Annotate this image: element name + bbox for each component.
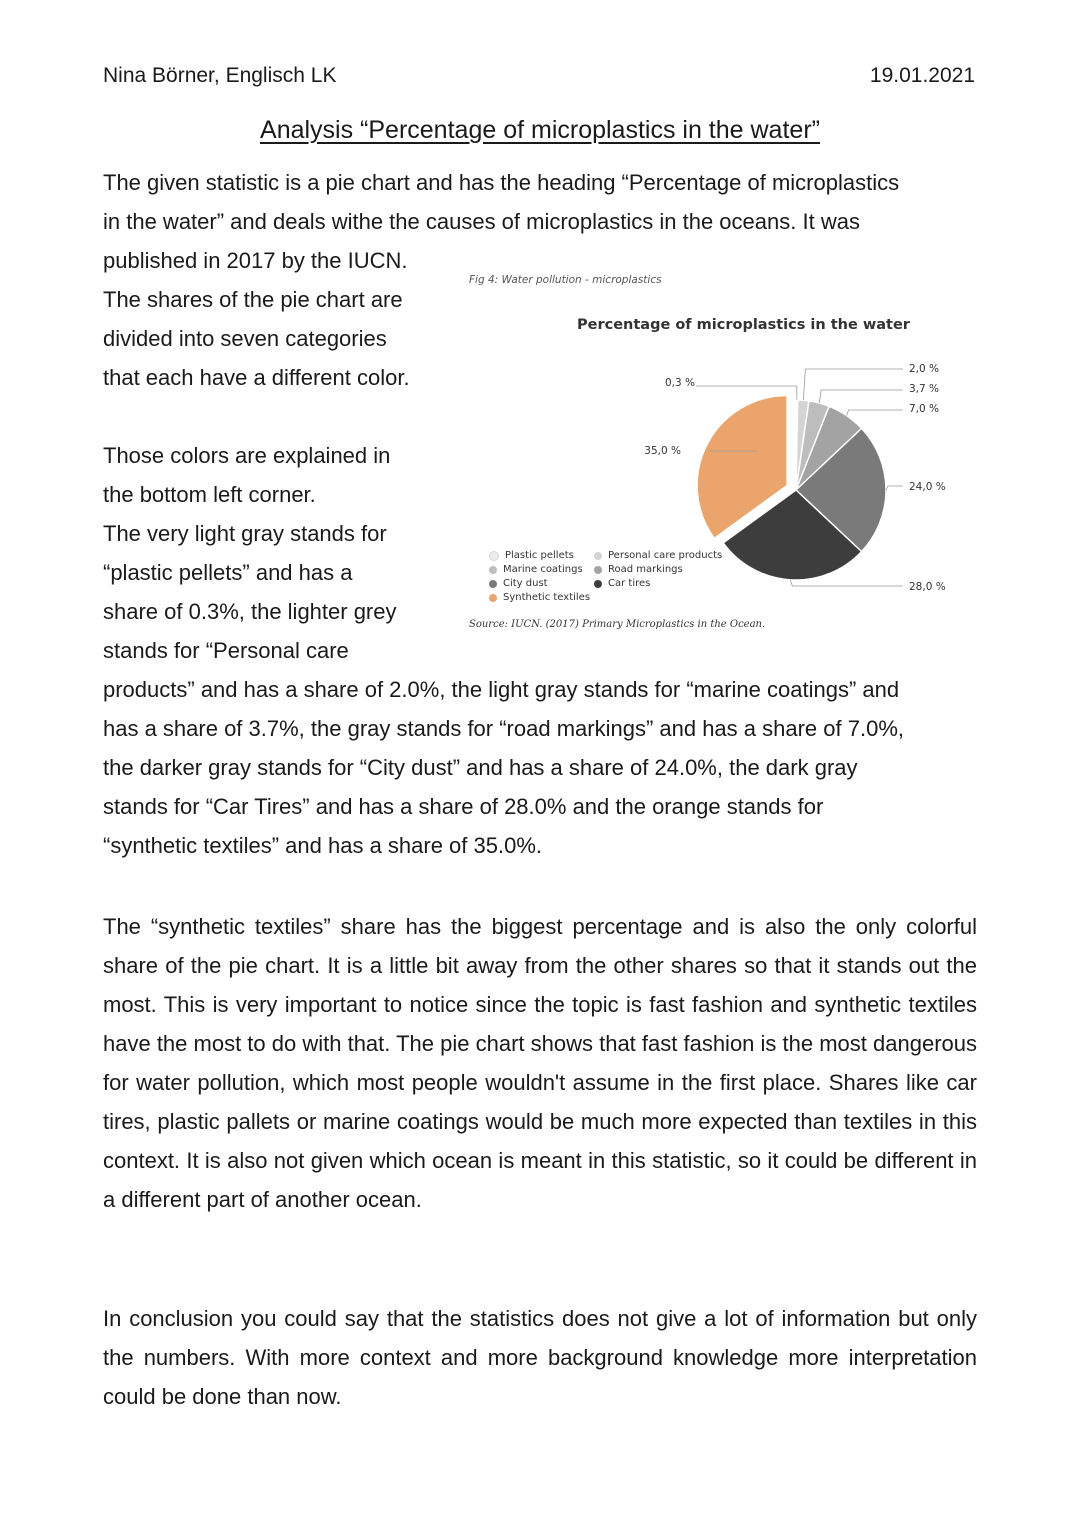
legend-swatch bbox=[489, 580, 497, 588]
slice-label: 7,0 % bbox=[909, 403, 940, 415]
slice-label: 24,0 % bbox=[909, 481, 946, 493]
pie-chart-figure bbox=[463, 268, 983, 638]
date-header: 19.01.2021 bbox=[869, 64, 975, 87]
text-line: stands for “Personal care bbox=[103, 638, 349, 663]
legend-swatch bbox=[594, 580, 602, 588]
legend-label: Plastic pellets bbox=[505, 550, 574, 561]
page-title: Analysis “Percentage of microplastics in the water” bbox=[260, 116, 820, 144]
legend-item bbox=[594, 578, 650, 589]
paragraph-conclusion: In conclusion you could say that the statistics does not give a lot of information but only the numbers. With more context and more background knowledge more interpretation could be done than now. bbox=[103, 1306, 977, 1409]
text-line: published in 2017 by the IUCN. bbox=[103, 248, 408, 273]
text-line: products” and has a share of 2.0%, the light gray stands for “marine coatings” and bbox=[103, 677, 900, 702]
figure-source: Source: IUCN. (2017) Primary Microplastics in the Ocean. bbox=[469, 619, 766, 630]
chart-title: Percentage of microplastics in the water bbox=[577, 317, 910, 333]
text-line: “plastic pellets” and has a bbox=[103, 560, 353, 585]
text-line: the bottom left corner. bbox=[103, 482, 316, 507]
text-line: The shares of the pie chart are bbox=[103, 287, 403, 312]
figure-caption: Fig 4: Water pollution - microplastics bbox=[469, 274, 662, 286]
text-line: share of 0.3%, the lighter grey bbox=[103, 599, 397, 624]
leader-line bbox=[819, 390, 903, 403]
text-line: The very light gray stands for bbox=[103, 521, 387, 546]
legend-label: Marine coatings bbox=[503, 564, 583, 575]
legend-item bbox=[594, 564, 683, 575]
slice-label: 35,0 % bbox=[644, 445, 681, 457]
leader-line bbox=[886, 486, 903, 490]
text-line: The given statistic is a pie chart and has the heading “Percentage of microplastics bbox=[103, 170, 900, 195]
legend-label: Synthetic textiles bbox=[503, 592, 591, 603]
legend-label: Road markings bbox=[608, 564, 683, 575]
legend-label: City dust bbox=[503, 578, 548, 589]
text-line: stands for “Car Tires” and has a share of 28.0% and the orange stands for bbox=[103, 794, 824, 819]
legend-item bbox=[594, 550, 722, 561]
text-line: Those colors are explained in bbox=[103, 443, 391, 468]
author-header: Nina Börner, Englisch LK bbox=[103, 64, 337, 87]
legend-item bbox=[489, 564, 583, 575]
slice-label: 3,7 % bbox=[909, 383, 940, 395]
slice-label: 28,0 % bbox=[909, 581, 946, 593]
slice-label: 2,0 % bbox=[909, 363, 940, 375]
leader-line bbox=[803, 369, 903, 400]
text-line: “synthetic textiles” and has a share of 35.0%. bbox=[103, 833, 543, 858]
legend-item bbox=[489, 550, 574, 561]
paragraph-analysis: The “synthetic textiles” share has the biggest percentage and is also the only colorful share of the pie chart. It is a little bit away from the other shares so that it stands out the most. This is very important to notice since the topic is fast fashion and synthetic textiles have the most to do with that. The pie chart shows that fast fashion is the most dangerous for water pollution, which most people wouldn't assume in the first place. Shares like car tires, plastic pallets or marine coatings would be much more expected than textiles in this context. It is also not given which ocean is meant in this statistic, so it could be different in a different part of another ocean. bbox=[103, 914, 977, 1212]
legend-swatch bbox=[489, 594, 497, 602]
legend-label: Personal care products bbox=[608, 550, 723, 561]
leader-line bbox=[790, 580, 903, 586]
text-line: that each have a different color. bbox=[103, 365, 410, 390]
legend-swatch bbox=[594, 566, 602, 574]
legend-swatch bbox=[489, 551, 499, 561]
legend-swatch bbox=[489, 566, 497, 574]
legend-item bbox=[489, 592, 590, 603]
text-line: the darker gray stands for “City dust” and has a share of 24.0%, the dark gray bbox=[103, 755, 858, 780]
legend-item bbox=[489, 578, 548, 589]
legend-swatch bbox=[594, 552, 602, 560]
text-line: divided into seven categories bbox=[103, 326, 387, 351]
leader-line bbox=[847, 410, 903, 416]
text-line: in the water” and deals withe the causes of microplastics in the oceans. It was bbox=[103, 209, 860, 234]
legend-label: Car tires bbox=[608, 578, 651, 589]
slice-label: 0,3 % bbox=[664, 377, 695, 389]
text-line: has a share of 3.7%, the gray stands for “road markings” and has a share of 7.0%, bbox=[103, 716, 904, 741]
